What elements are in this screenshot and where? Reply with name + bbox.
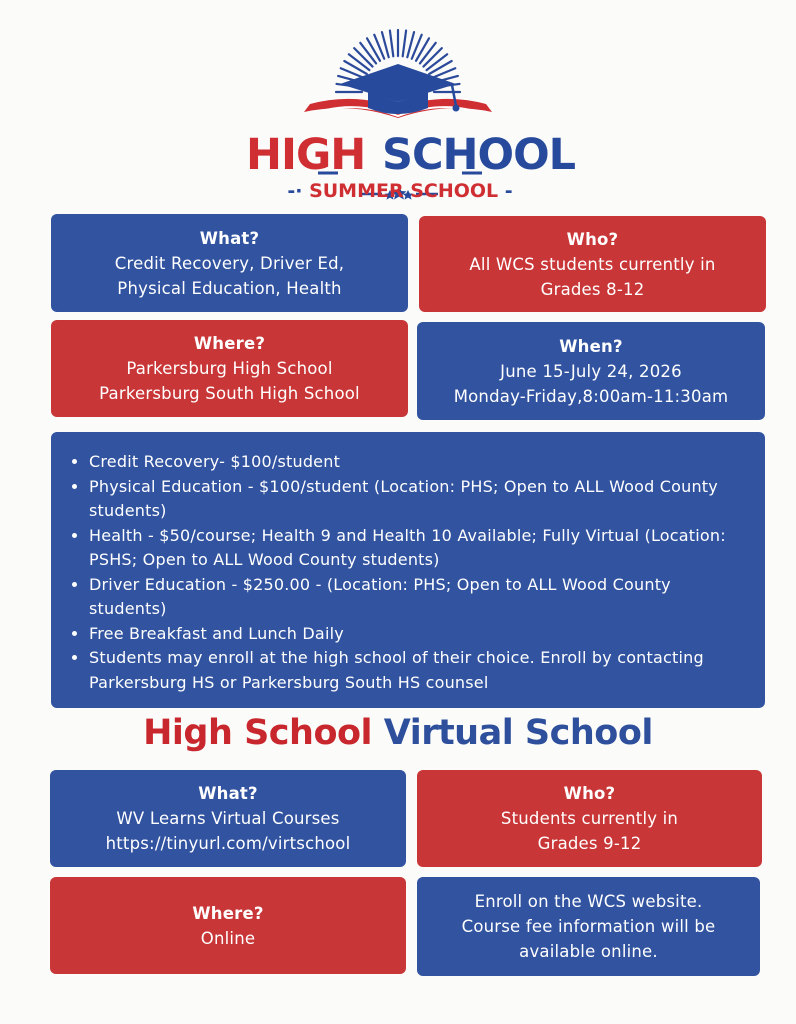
- summer-who-card: [419, 216, 766, 312]
- card-line: Online: [200, 928, 256, 948]
- card-line[interactable]: https://tinyurl.com/virtschool: [105, 834, 351, 853]
- details-item: • Health - $50/course; Health 9 and Health 10 Available; Fully Virtual (Location: PSHS; Open to ALL Wood County students): [89, 524, 741, 573]
- card-line: Enroll on the WCS website.: [474, 892, 703, 911]
- card-line: WV Learns Virtual Courses: [116, 809, 340, 828]
- virtual-who-card: [417, 770, 762, 867]
- card-line: June 15-July 24, 2026: [500, 361, 682, 381]
- virtual-where-card: [50, 877, 406, 974]
- details-item: • Driver Education - $250.00 - (Location: PHS; Open to ALL Wood County students): [89, 573, 741, 622]
- virtual-what-card: [50, 770, 406, 867]
- summer-what-card: [51, 214, 408, 312]
- sunburst-ray: [390, 31, 393, 57]
- card-line: Course fee information will be: [461, 917, 716, 936]
- card-line: Students currently in: [500, 809, 679, 828]
- card-line: Credit Recovery, Driver Ed,: [114, 253, 345, 273]
- logo-word-high: HIGH: [246, 130, 366, 180]
- logo-subtitle: -· SUMMER SCHOOL -: [287, 180, 513, 202]
- details-list: [73, 450, 741, 695]
- card-line: Grades 9-12: [537, 834, 642, 853]
- card-heading: Who?: [563, 784, 616, 803]
- sunburst-ray: [423, 48, 441, 66]
- sunburst-ray: [360, 43, 376, 64]
- summer-where-card: [51, 320, 408, 417]
- card-heading: What?: [198, 784, 258, 803]
- summer-school-logo: [230, 22, 576, 207]
- card-heading: What?: [199, 228, 260, 248]
- logo-word-school: SCHOOL: [382, 130, 576, 180]
- card-line: Grades 8-12: [540, 279, 645, 299]
- details-item: • Credit Recovery- $100/student: [89, 450, 741, 475]
- sunburst-ray: [420, 43, 436, 64]
- details-item: • Physical Education - $100/student (Location: PHS; Open to ALL Wood County students): [89, 475, 741, 524]
- virtual-title-virtual-school: Virtual School: [383, 713, 653, 753]
- card-line: All WCS students currently in: [469, 254, 716, 274]
- card-line: Parkersburg High School: [126, 359, 333, 378]
- card-heading: Where?: [192, 903, 264, 923]
- logo-subtitle-text: SUMMER SCHOOL: [309, 180, 499, 202]
- details-item: • Students may enroll at the high school of their choice. Enroll by contacting Parkersburg HS or Parkersburg South HS counsel: [89, 646, 741, 695]
- card-line: Parkersburg South High School: [99, 384, 360, 403]
- card-line: available online.: [519, 942, 658, 961]
- summer-details-card: [51, 432, 765, 708]
- summer-when-card: [417, 322, 765, 420]
- sunburst-ray: [354, 48, 372, 66]
- card-line: Physical Education, Health: [117, 278, 342, 298]
- card-heading: Who?: [566, 229, 619, 249]
- card-heading: When?: [559, 336, 623, 356]
- sunburst-ray: [349, 54, 370, 70]
- virtual-school-title: [0, 713, 796, 753]
- sunburst-ray: [403, 31, 406, 57]
- card-line: Monday-Friday,8:00am-11:30am: [453, 386, 729, 406]
- details-item: • Free Breakfast and Lunch Daily: [89, 622, 741, 647]
- virtual-title-high-school: High School: [143, 713, 373, 753]
- sunburst-ray: [427, 54, 448, 70]
- card-heading: Where?: [193, 334, 266, 353]
- virtual-enroll-card: [417, 877, 760, 976]
